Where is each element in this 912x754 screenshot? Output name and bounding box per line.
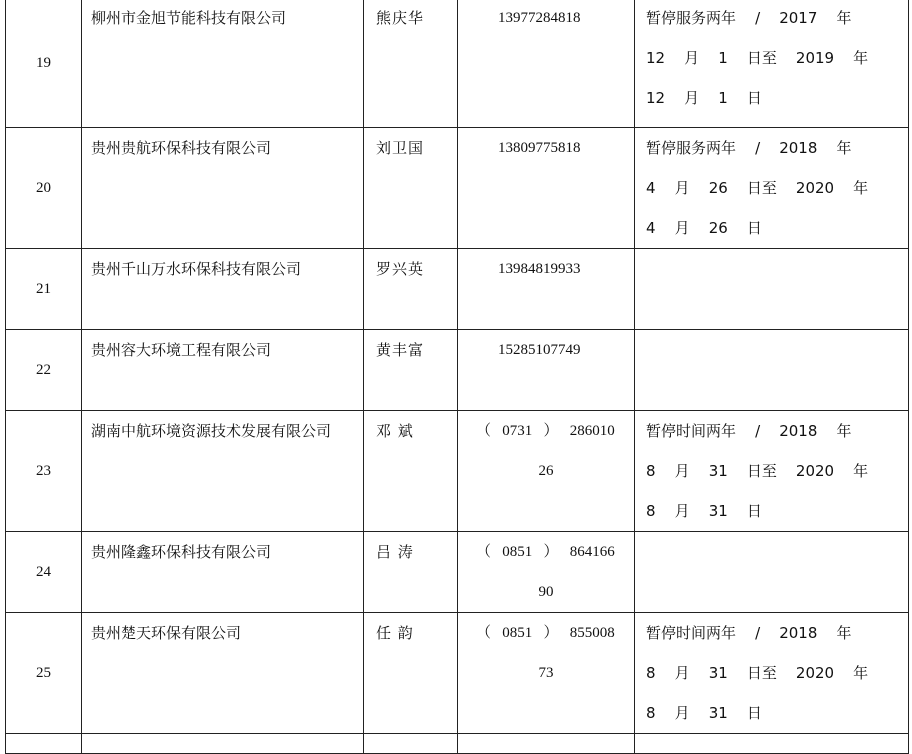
table-row <box>6 330 909 411</box>
row-number: 19 <box>6 0 82 128</box>
note-line-2: 12 月 1 日至 2019 年 <box>646 49 869 67</box>
phone-line-2: 26 <box>538 463 554 479</box>
service-note <box>635 0 909 128</box>
table-row <box>6 249 909 330</box>
phone-line-1: 13984819933 <box>498 261 581 277</box>
row-number: 24 <box>6 532 82 613</box>
service-note <box>635 532 909 613</box>
note-line-1: 暂停服务两年 / 2017 年 <box>646 9 852 27</box>
row-number: 20 <box>6 128 82 249</box>
table-row <box>6 734 909 754</box>
row-number: 23 <box>6 411 82 532</box>
company-name: 贵州千山万水环保科技有限公司 <box>82 249 364 330</box>
note-line-2: 8 月 31 日至 2020 年 <box>646 664 869 682</box>
service-note <box>635 128 909 249</box>
phone-line-1: （ 0851 ） 855008 <box>476 625 615 641</box>
note-line-1: 暂停时间两年 / 2018 年 <box>646 624 852 642</box>
service-note <box>635 411 909 532</box>
note-line-3: 8 月 31 日 <box>646 502 762 520</box>
phone-line-2: 90 <box>538 584 554 600</box>
note-line-1: 暂停时间两年 / 2018 年 <box>646 422 852 440</box>
phone-line-1: （ 0851 ） 864166 <box>476 544 615 560</box>
phone-number <box>458 330 635 411</box>
company-name <box>82 734 364 754</box>
company-name: 贵州贵航环保科技有限公司 <box>82 128 364 249</box>
company-name: 贵州楚天环保有限公司 <box>82 613 364 734</box>
company-name: 贵州容大环境工程有限公司 <box>82 330 364 411</box>
service-note <box>635 613 909 734</box>
row-number: 25 <box>6 613 82 734</box>
table-body <box>6 0 909 754</box>
phone-number <box>458 128 635 249</box>
service-note <box>635 330 909 411</box>
company-name: 湖南中航环境资源技术发展有限公司 <box>82 411 364 532</box>
company-name: 柳州市金旭节能科技有限公司 <box>82 0 364 128</box>
contact-person <box>364 734 458 754</box>
table-row <box>6 0 909 128</box>
contact-person: 刘卫国 <box>364 128 458 249</box>
table-row <box>6 532 909 613</box>
row-number: 22 <box>6 330 82 411</box>
row-number <box>6 734 82 754</box>
service-note <box>635 249 909 330</box>
contact-person: 吕 涛 <box>364 532 458 613</box>
note-line-1: 暂停服务两年 / 2018 年 <box>646 139 852 157</box>
phone-line-1: （ 0731 ） 286010 <box>476 423 615 439</box>
contact-person: 邓 斌 <box>364 411 458 532</box>
contact-person: 罗兴英 <box>364 249 458 330</box>
company-table <box>5 0 909 754</box>
row-number: 21 <box>6 249 82 330</box>
note-line-3: 8 月 31 日 <box>646 704 762 722</box>
phone-line-1: 13809775818 <box>498 140 581 156</box>
table-row <box>6 613 909 734</box>
company-name: 贵州隆鑫环保科技有限公司 <box>82 532 364 613</box>
note-line-2: 4 月 26 日至 2020 年 <box>646 179 869 197</box>
phone-number <box>458 0 635 128</box>
phone-line-2: 73 <box>538 665 554 681</box>
phone-line-1: 15285107749 <box>498 342 581 358</box>
note-line-3: 4 月 26 日 <box>646 219 762 237</box>
service-note <box>635 734 909 754</box>
note-line-3: 12 月 1 日 <box>646 89 762 107</box>
contact-person: 任 韵 <box>364 613 458 734</box>
phone-number <box>458 249 635 330</box>
table-row <box>6 411 909 532</box>
phone-line-1: 13977284818 <box>498 10 581 26</box>
phone-number <box>458 734 635 754</box>
table-row <box>6 128 909 249</box>
phone-number <box>458 532 635 613</box>
phone-number <box>458 411 635 532</box>
contact-person: 黄丰富 <box>364 330 458 411</box>
phone-number <box>458 613 635 734</box>
note-line-2: 8 月 31 日至 2020 年 <box>646 462 869 480</box>
contact-person: 熊庆华 <box>364 0 458 128</box>
